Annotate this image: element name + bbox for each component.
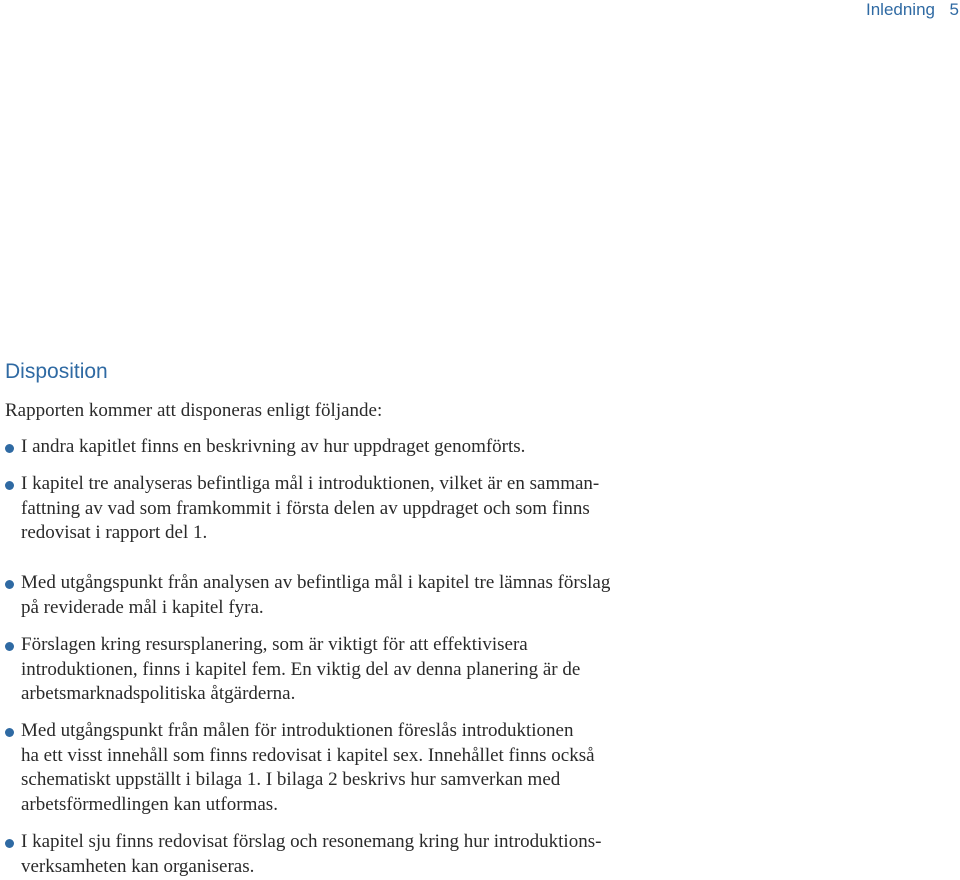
running-header xyxy=(0,0,960,22)
list-item-text xyxy=(21,435,721,460)
bullet-icon xyxy=(5,642,14,651)
page-number: 5 xyxy=(949,0,959,19)
list-item-text xyxy=(21,719,721,817)
text-line: Med utgångspunkt från analysen av befintliga mål i kapitel tre lämnas förslag xyxy=(21,572,611,593)
text-line: I kapitel tre analyseras befintliga mål i introduktionen, vilket är en samman- xyxy=(21,473,600,494)
bullet-icon xyxy=(5,481,14,490)
text-line: Förslagen kring resursplanering, som är viktigt för att effektivisera xyxy=(21,634,528,655)
text-line: arbetsmarknadspolitiska åtgärderna. xyxy=(21,683,296,704)
list-item-text xyxy=(21,472,721,546)
text-line: introduktionen, finns i kapitel fem. En viktig del av denna planering är de xyxy=(21,658,581,680)
text-line: I kapitel sju finns redovisat förslag och resonemang kring hur introduktions- xyxy=(21,831,602,852)
section-heading: Disposition xyxy=(5,360,108,383)
list-item-text xyxy=(21,830,721,879)
text-line: I andra kapitlet finns en beskrivning av hur uppdraget genomförts. xyxy=(21,436,526,457)
text-line: schematiskt uppställt i bilaga 1. I bilaga 2 beskrivs hur samverkan med xyxy=(21,769,561,790)
text-line: på reviderade mål i kapitel fyra. xyxy=(21,596,264,618)
list-item-text xyxy=(21,633,721,707)
text-line: redovisat i rapport del 1. xyxy=(21,522,208,543)
text-line: arbetsförmedlingen kan utformas. xyxy=(21,793,278,815)
text-line: ha ett visst innehåll som finns redovisat i kapitel sex. Innehållet finns också xyxy=(21,744,595,766)
bullet-icon xyxy=(5,728,14,737)
text-line: verksamheten kan organiseras. xyxy=(21,855,255,877)
text-line: Med utgångspunkt från målen för introduktionen föreslås introduktionen xyxy=(21,720,574,741)
bullet-icon xyxy=(5,444,14,453)
intro-text: Rapporten kommer att disponeras enligt följande: xyxy=(5,400,383,421)
bullet-icon xyxy=(5,839,14,848)
list-item-text xyxy=(21,571,721,620)
text-line: fattning av vad som framkommit i första delen av uppdraget och som finns xyxy=(21,497,590,519)
running-title: Inledning xyxy=(865,0,935,19)
bullet-icon xyxy=(5,580,14,589)
